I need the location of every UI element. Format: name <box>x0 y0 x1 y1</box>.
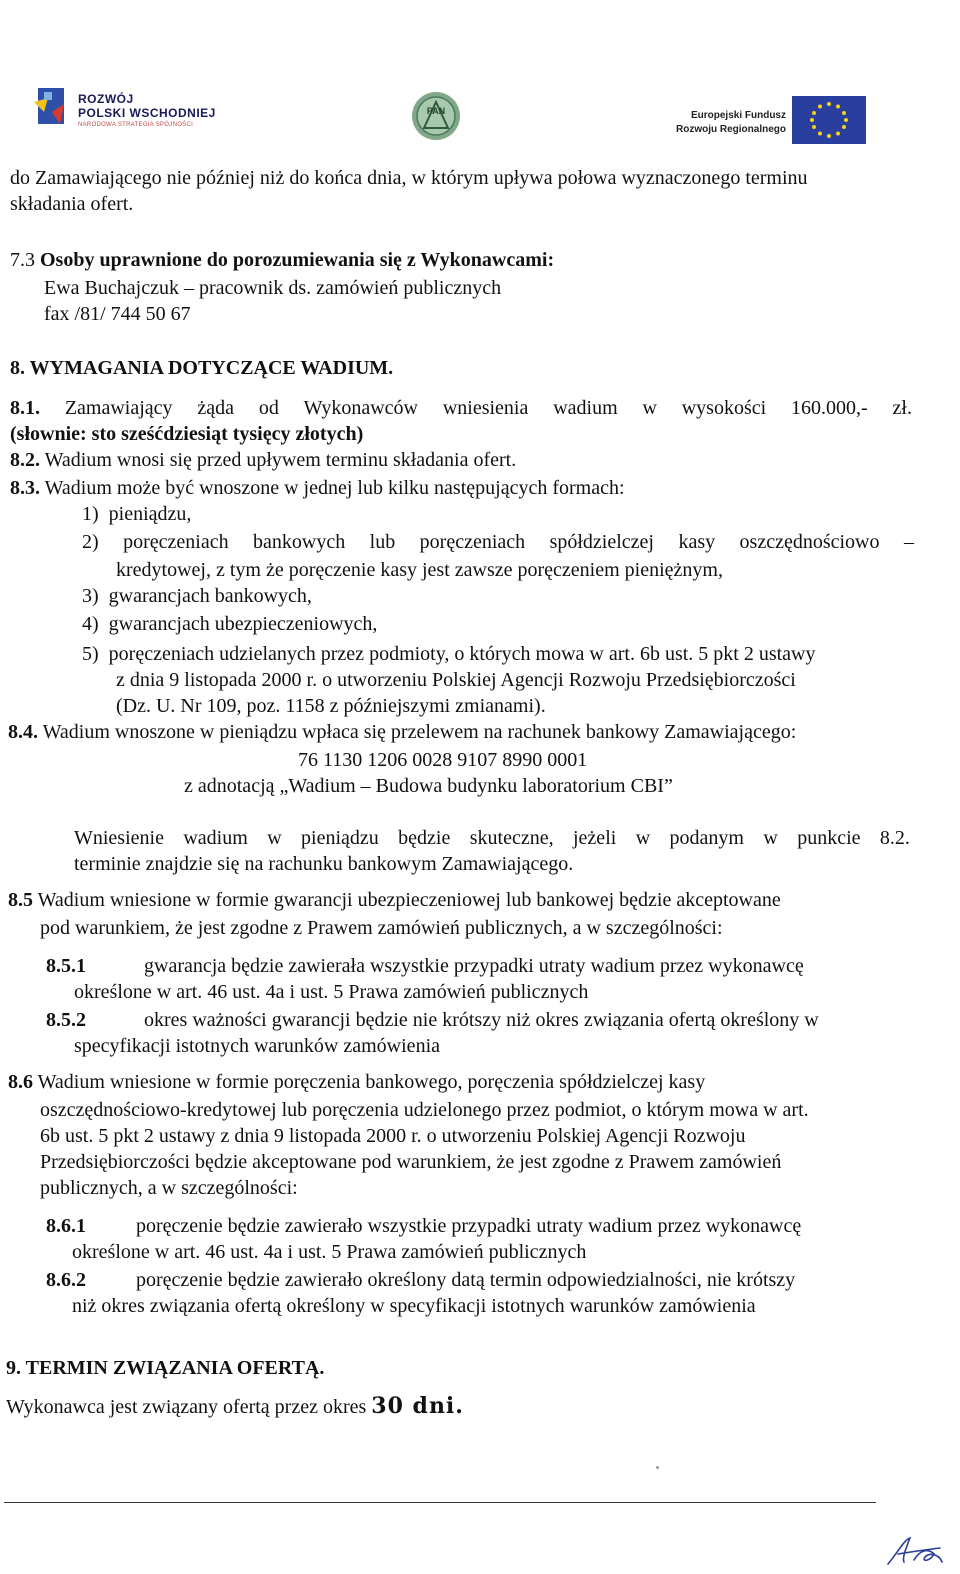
form-item-text: pieniądzu, <box>108 503 192 525</box>
p8-5-2-line1 <box>46 1008 819 1032</box>
p8-6-2-number: 8.6.2 <box>46 1269 86 1291</box>
p8-1-word: 160.000,- <box>791 397 868 419</box>
p8-1-word: od <box>258 397 279 419</box>
svg-text:PAN: PAN <box>426 106 446 116</box>
rozwoj-logo-icon <box>34 82 74 130</box>
p8-1-number: 8.1. <box>10 397 40 419</box>
p8-1-word: zł. <box>892 397 912 419</box>
section-8-title: 8. WYMAGANIA DOTYCZĄCE WADIUM. <box>10 357 394 379</box>
pan-seal-logo <box>410 90 462 142</box>
p8-4 <box>8 720 796 744</box>
p8-6-2-line2: niż okres związania ofertą określony w specyfikacji istotnych warunków zamówienia <box>72 1295 756 1317</box>
effective-word: 8.2. <box>879 827 910 849</box>
logo-right-line1: Europejski Fundusz <box>690 110 786 121</box>
binding-period-text: Wykonawca jest związany ofertą przez okres <box>6 1396 367 1418</box>
contact-person: Ewa Buchajczuk – pracownik ds. zamówień publicznych <box>44 277 502 299</box>
form-item-word: poręczeniach <box>123 531 229 553</box>
effective-word: podanym <box>669 827 744 849</box>
footer-rule <box>4 1502 876 1503</box>
form-item-word: – <box>903 531 914 553</box>
form-item-text: poręczeniach udzielanych przez podmioty, o których mowa w art. 6b ust. 5 pkt 2 ustawy <box>108 643 816 665</box>
logo-right-line2: Rozwoju Regionalnego <box>676 124 786 135</box>
p8-5-1-text: gwarancja będzie zawierała wszystkie przypadki utraty wadium przez wykonawcę <box>144 955 804 977</box>
p8-1-line2: (słownie: sto sześćdziesiąt tysięcy złotych) <box>10 423 364 445</box>
effective-line1 <box>74 826 910 850</box>
p8-6-line1 <box>8 1070 705 1094</box>
p8-5-line1 <box>8 888 781 912</box>
p8-1-word: Zamawiający <box>64 397 173 419</box>
binding-period-term: 30 dni. <box>371 1393 464 1419</box>
p8-6-1-line1 <box>46 1214 801 1238</box>
eu-flag-icon <box>792 96 866 144</box>
form-item-number: 2) <box>82 531 99 553</box>
effective-word: punkcie <box>797 827 861 849</box>
form-item-word: spółdzielczej <box>549 531 654 553</box>
section-7-3-title: Osoby uprawnione do porozumiewania się z Wykonawcami: <box>40 249 555 271</box>
p8-6-line3: 6b ust. 5 pkt 2 ustawy z dnia 9 listopada 2000 r. o utworzeniu Polskiej Agencji Rozwoju <box>40 1125 746 1147</box>
p8-1-word: wniesienia <box>442 397 529 419</box>
p8-4-number: 8.4. <box>8 721 38 743</box>
p8-3-number: 8.3. <box>10 477 40 499</box>
rozwoj-polski-wschodniej-logo <box>34 82 234 134</box>
p8-5-1-line2: określone w art. 46 ust. 4a i ust. 5 Prawa zamówień publicznych <box>74 981 589 1003</box>
p8-1-word: Wykonawców <box>303 397 418 419</box>
p8-6-line2: oszczędnościowo-kredytowej lub poręczenia udzielonego przez podmiot, o którym mowa w art. <box>40 1099 809 1121</box>
form-item-word: oszczędnościowo <box>739 531 880 553</box>
logo-left-line2: POLSKI WSCHODNIEJ <box>78 106 216 120</box>
transfer-annotation: z adnotacją „Wadium – Budowa budynku laboratorium CBI” <box>184 775 673 797</box>
p8-1-word: w <box>642 397 657 419</box>
p8-4-text: Wadium wnoszone w pieniądzu wpłaca się przelewem na rachunek bankowy Zamawiającego: <box>42 721 797 743</box>
effective-word: wadium <box>183 827 248 849</box>
form-item-number: 4) <box>82 613 99 635</box>
p8-1-line1 <box>10 396 912 420</box>
p8-3-text: Wadium może być wnoszone w jednej lub kilku następujących formach: <box>44 477 625 499</box>
p8-6-number: 8.6 <box>8 1071 33 1093</box>
effective-line2: terminie znajdzie się na rachunku bankowym Zamawiającego. <box>74 853 574 875</box>
section-7-3-heading <box>10 248 554 272</box>
scan-speck <box>656 1466 659 1469</box>
form-item-continuation: kredytowej, z tym że poręczenie kasy jest zawsze poręczeniem pieniężnym, <box>116 559 723 581</box>
form-item <box>82 584 312 608</box>
effective-word: w <box>267 827 282 849</box>
section-9-title: 9. TERMIN ZWIĄZANIA OFERTĄ. <box>6 1357 325 1379</box>
p8-2-text: Wadium wnosi się przed upływem terminu składania ofert. <box>44 449 517 471</box>
p8-5-1-number: 8.5.1 <box>46 955 86 977</box>
effective-word: Wniesienie <box>74 827 164 849</box>
form-item-number: 5) <box>82 643 99 665</box>
p8-2 <box>10 448 516 472</box>
form-item-number: 1) <box>82 503 99 525</box>
effective-word: skuteczne, <box>469 827 554 849</box>
handwritten-initials-signature <box>884 1532 946 1568</box>
p8-1-word: wysokości <box>681 397 767 419</box>
form-item-word: lub <box>369 531 396 553</box>
section-9-text <box>6 1394 464 1419</box>
p8-6-1-text: poręczenie będzie zawierało wszystkie przypadki utraty wadium przez wykonawcę <box>136 1215 802 1237</box>
p8-6-1-number: 8.6.1 <box>46 1215 86 1237</box>
p8-2-number: 8.2. <box>10 449 40 471</box>
p8-5-line2: pod warunkiem, że jest zgodne z Prawem zamówień publicznych, a w szczególności: <box>40 917 723 939</box>
p8-5-number: 8.5 <box>8 889 33 911</box>
form-item-word: bankowych <box>253 531 346 553</box>
form-item-number: 3) <box>82 585 99 607</box>
form-item <box>82 502 191 526</box>
p8-5-1-line1 <box>46 954 804 978</box>
section-7-3-number: 7.3 <box>10 249 35 271</box>
effective-word: w <box>635 827 651 849</box>
effective-word: w <box>763 827 778 849</box>
form-item-text: gwarancjach ubezpieczeniowych, <box>108 613 378 635</box>
logo-left-line1: ROZWÓJ <box>78 92 134 106</box>
intro-line1: do Zamawiającego nie później niż do końca dnia, w którym upływa połowa wyznaczonego terminu <box>10 167 808 189</box>
form-item-continuation: z dnia 9 listopada 2000 r. o utworzeniu Polskiej Agencji Rozwoju Przedsiębiorczości <box>116 669 796 691</box>
p8-6-line4: Przedsiębiorczości będzie akceptowane pod warunkiem, że jest zgodne z Prawem zamówień <box>40 1151 782 1173</box>
eu-fund-logo <box>640 96 870 144</box>
intro-line2: składania ofert. <box>10 193 134 215</box>
form-item <box>82 612 377 636</box>
p8-5-2-number: 8.5.2 <box>46 1009 86 1031</box>
p8-5-text: Wadium wniesione w formie gwarancji ubezpieczeniowej lub bankowej będzie akceptowane <box>37 889 781 911</box>
p8-5-2-text: okres ważności gwarancji będzie nie krótszy niż okres związania ofertą określony w <box>144 1009 819 1031</box>
p8-6-2-line1 <box>46 1268 795 1292</box>
effective-word: pieniądzu <box>301 827 379 849</box>
form-item-continuation: (Dz. U. Nr 109, poz. 1158 z późniejszymi zmianami). <box>116 695 546 717</box>
p8-6-line5: publicznych, a w szczególności: <box>40 1177 298 1199</box>
logo-left-line3: NARODOWA STRATEGIA SPÓJNOŚCI <box>78 122 194 128</box>
p8-6-text: Wadium wniesione w formie poręczenia bankowego, poręczenia spółdzielczej kasy <box>37 1071 706 1093</box>
form-item <box>82 530 914 554</box>
effective-word: będzie <box>398 827 451 849</box>
form-item <box>82 642 816 666</box>
p8-6-1-line2: określone w art. 46 ust. 4a i ust. 5 Prawa zamówień publicznych <box>72 1241 587 1263</box>
bank-account-number: 76 1130 1206 0028 9107 8990 0001 <box>298 749 588 771</box>
letterhead <box>0 78 960 148</box>
p8-3 <box>10 476 625 500</box>
p8-1-word: wadium <box>553 397 618 419</box>
effective-word: jeżeli <box>573 827 617 849</box>
p8-6-2-text: poręczenie będzie zawierało określony datą termin odpowiedzialności, nie krótszy <box>136 1269 796 1291</box>
p8-1-word: żąda <box>197 397 235 419</box>
p8-5-2-line2: specyfikacji istotnych warunków zamówienia <box>74 1035 440 1057</box>
form-item-text: gwarancjach bankowych, <box>108 585 312 607</box>
form-item-word: kasy <box>678 531 716 553</box>
contact-fax: fax /81/ 744 50 67 <box>44 303 191 325</box>
form-item-word: poręczeniach <box>419 531 526 553</box>
